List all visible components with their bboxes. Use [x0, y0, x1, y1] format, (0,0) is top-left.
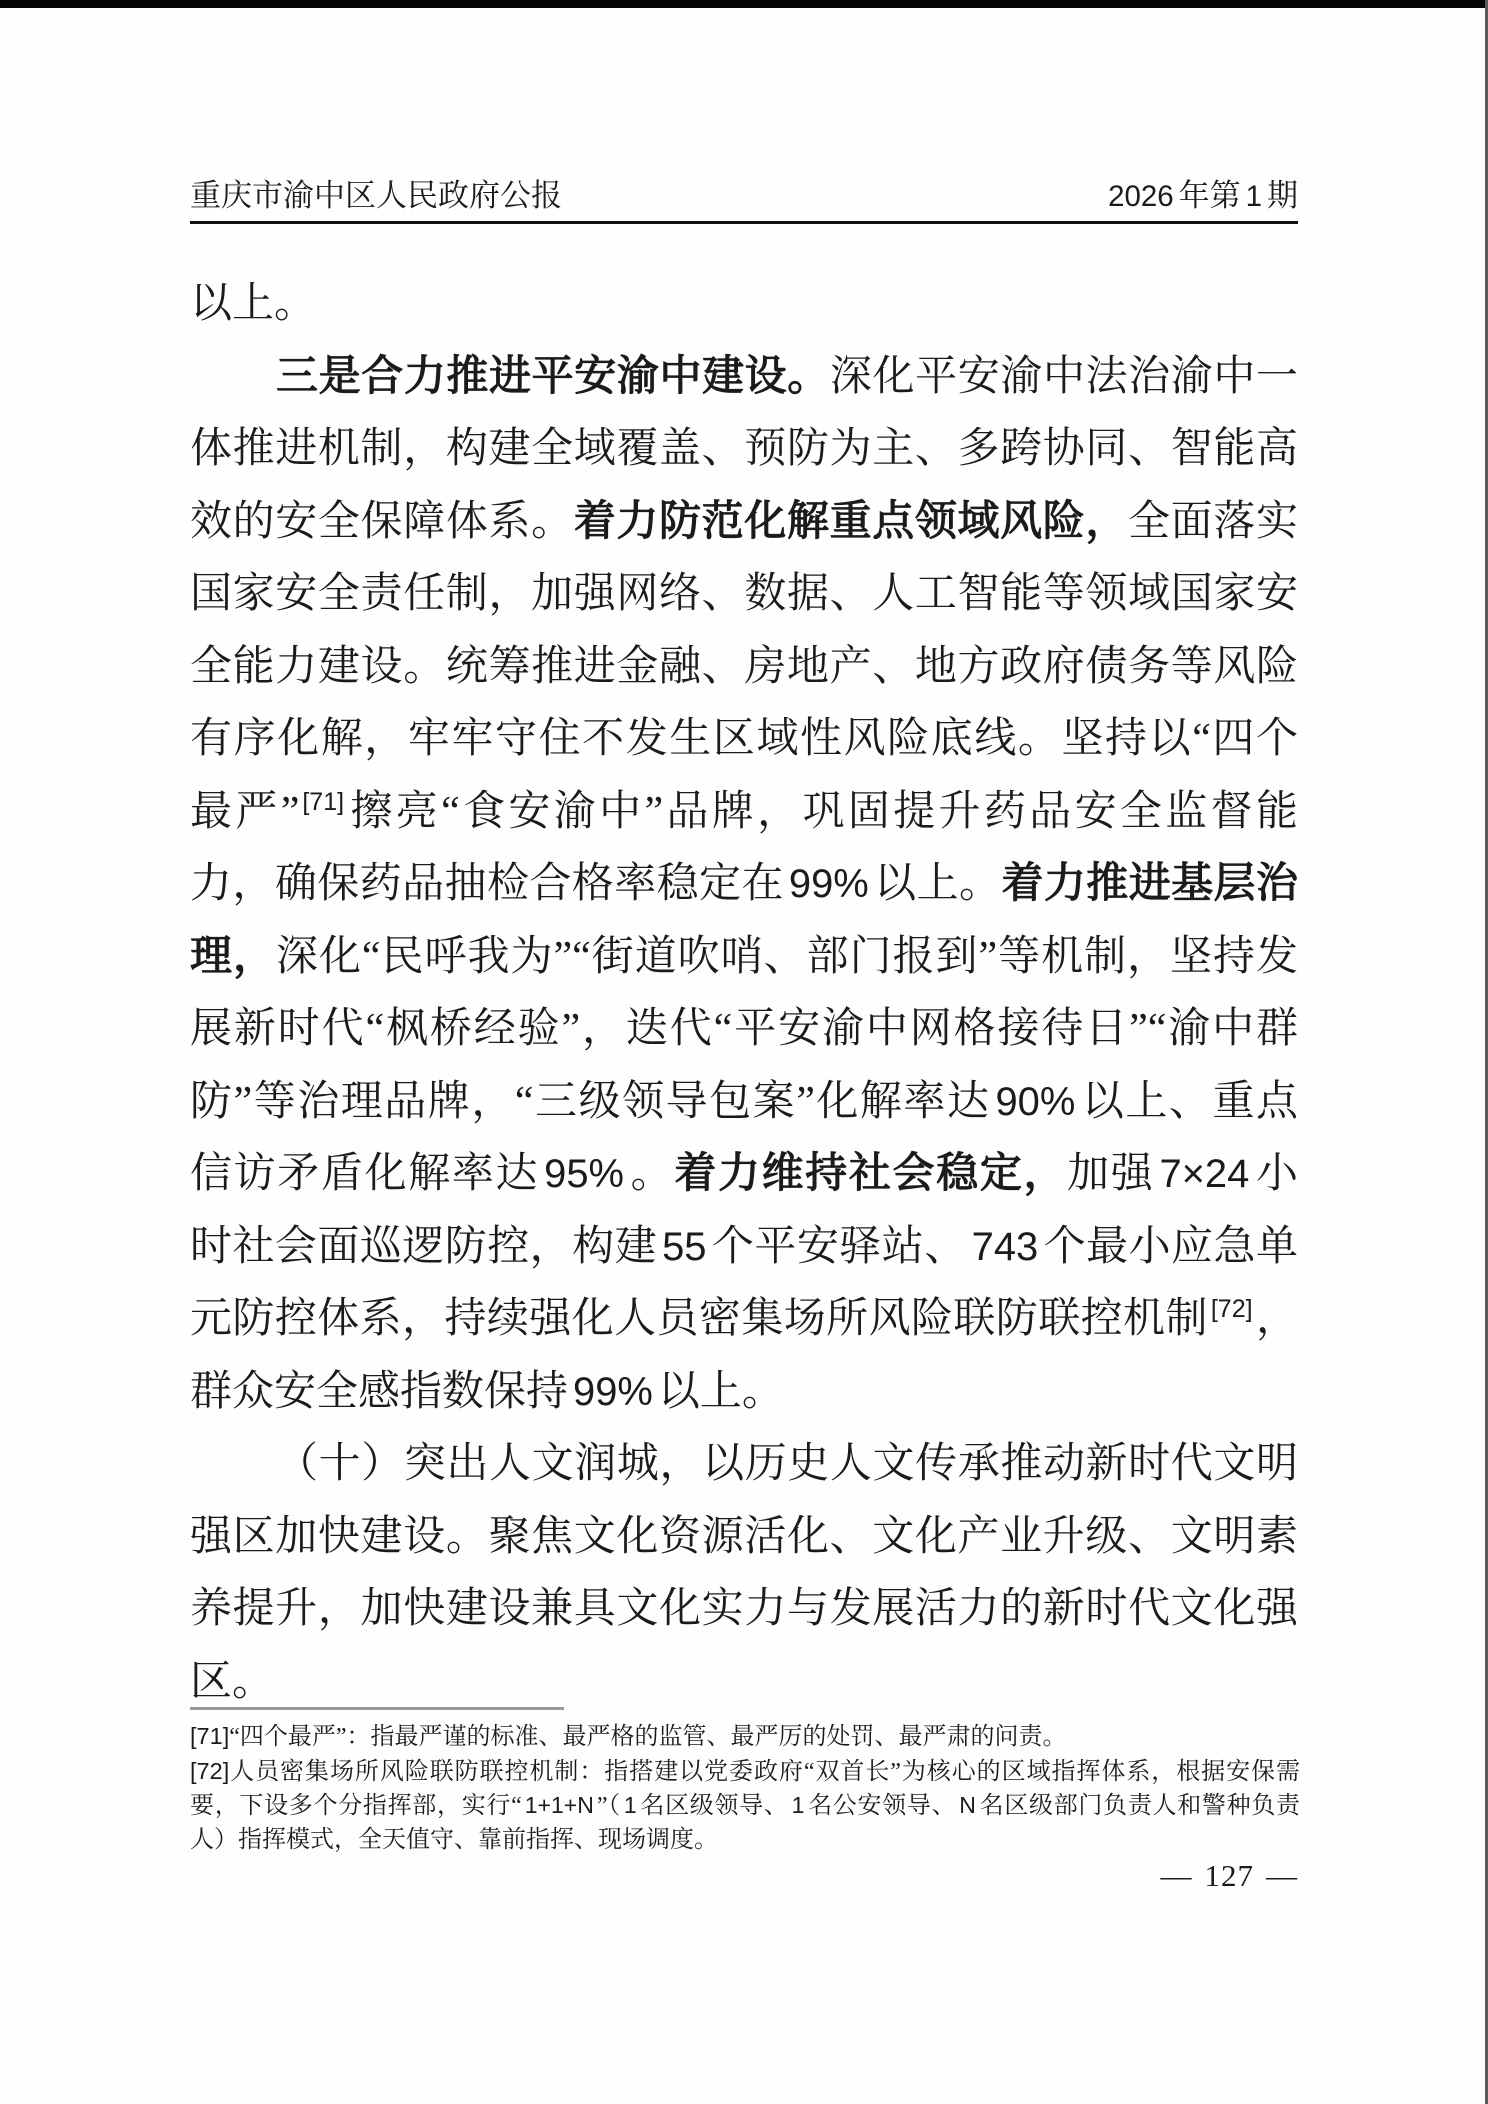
text-run: 127	[1204, 1858, 1254, 1893]
text-run: —	[1266, 1858, 1298, 1893]
text-run: 名区级领导、	[639, 1793, 789, 1819]
text-run: 个最小应急单元防控体系，持续强化人员密集场所风险联防联控机制	[190, 1223, 1298, 1342]
paragraph-continuation	[190, 268, 1298, 341]
text-run: 以上。	[657, 1368, 784, 1415]
text-run: 深化“民呼我为”“街道吹哨、部门报到”等机制，坚持发展新时代“枫桥经验”，迭代“平安渝中网格接待日”“渝中群防”等治理品牌，“三级领导包案”化解率达	[190, 933, 1298, 1125]
text-run: 期	[1267, 178, 1298, 213]
page-number	[1161, 1858, 1299, 1894]
footnotes	[190, 1720, 1300, 1857]
text-run: 以上、重点信访矛盾化解率达	[190, 1078, 1298, 1197]
text-run: ，群众安全感指数保持	[190, 1296, 1298, 1415]
text-run: 1	[623, 1792, 637, 1818]
text-run: 以上。	[873, 861, 1002, 907]
page-header	[190, 178, 1298, 215]
text-run: 1	[1245, 180, 1262, 213]
text-run: 743	[971, 1224, 1039, 1269]
text-run: 1+1+N	[524, 1792, 594, 1818]
issue-label	[1103, 178, 1298, 215]
text-run: 。	[629, 1151, 675, 1197]
footnote-ref: [71]	[302, 787, 345, 816]
text-run: [72]	[190, 1757, 230, 1784]
text-run: [71]	[190, 1723, 230, 1749]
text-run: 着力推进基层治理，	[190, 861, 1298, 980]
text-run: 名区级部门负责人和警种负责人）指挥模式，全天值守、靠前指挥、现场调度。	[190, 1793, 1301, 1853]
gazette-title: 重庆市渝中区人民政府公报	[190, 178, 562, 213]
text-run: 加强	[1067, 1151, 1155, 1197]
text-run: 2026	[1108, 180, 1174, 213]
text-run: 55	[662, 1224, 707, 1269]
text-run: 人员密集场所风险联防联控机制：指搭建以党委政府“双首长”为核心的区域指挥体系，根据安保需要，下设多个分指挥部，实行“	[190, 1758, 1300, 1819]
text-run: —	[1160, 1858, 1193, 1893]
footnote-ref: [72]	[1210, 1295, 1253, 1323]
text-run: 95%	[544, 1152, 625, 1196]
text-run: 1	[791, 1792, 805, 1818]
footnote-separator	[190, 1707, 564, 1710]
text-run: 以上。	[190, 281, 317, 327]
text-run: 着力维持社会稳定，	[674, 1151, 1068, 1197]
text-run: 名公安领导、	[807, 1793, 957, 1819]
page-top-border	[0, 0, 1488, 8]
paragraph-section-three-safety	[190, 341, 1298, 1429]
text-run: ”（	[596, 1793, 621, 1819]
text-run: 深化平安渝中法治渝中一体推进机制，构建全域覆盖、预防为主、多跨协同、智能高效的安全保障体系。	[190, 353, 1298, 545]
text-run: 全面落实国家安全责任制，加强网络、数据、人工智能等领域国家安全能力建设。统筹推进金融、房地产、地方政府债务等风险有序化解，牢牢守住不发生区域性风险底线。坚持以“四个最严”	[190, 498, 1298, 835]
header-rule	[190, 221, 1298, 224]
text-run: 年第	[1178, 178, 1241, 213]
text-run: 99%	[573, 1369, 653, 1414]
text-run: 三是合力推进平安渝中建设。	[276, 353, 830, 400]
text-run: （十）突出人文润城，以历史人文传承推动新时代文明强区加快建设。聚焦文化资源活化、文化产业升级、文明素养提升，加快建设兼具文化实力与发展活力的新时代文化强区。	[190, 1441, 1298, 1705]
text-run: 90%	[995, 1079, 1076, 1124]
footnote-71	[190, 1720, 1300, 1755]
text-run: 个平安驿站、	[711, 1223, 967, 1270]
footnote-72	[190, 1755, 1300, 1858]
paragraph-section-ten-culture	[190, 1428, 1298, 1718]
text-run: 擦亮“食安渝中”品牌，巩固提升药品安全监督能力，确保药品抽检合格率稳定在	[190, 788, 1298, 907]
text-run: N	[959, 1792, 976, 1818]
text-run: 7×24	[1159, 1152, 1250, 1196]
text-run: 着力防范化解重点领域风险，	[573, 498, 1129, 545]
document-body	[190, 268, 1298, 1718]
text-run: “四个最严”：指最严谨的标准、最严格的监管、最严厉的处罚、最严肃的问责。	[229, 1724, 1067, 1750]
text-run: 小时社会面巡逻防控，构建	[190, 1151, 1298, 1270]
text-run: 99%	[788, 862, 869, 906]
